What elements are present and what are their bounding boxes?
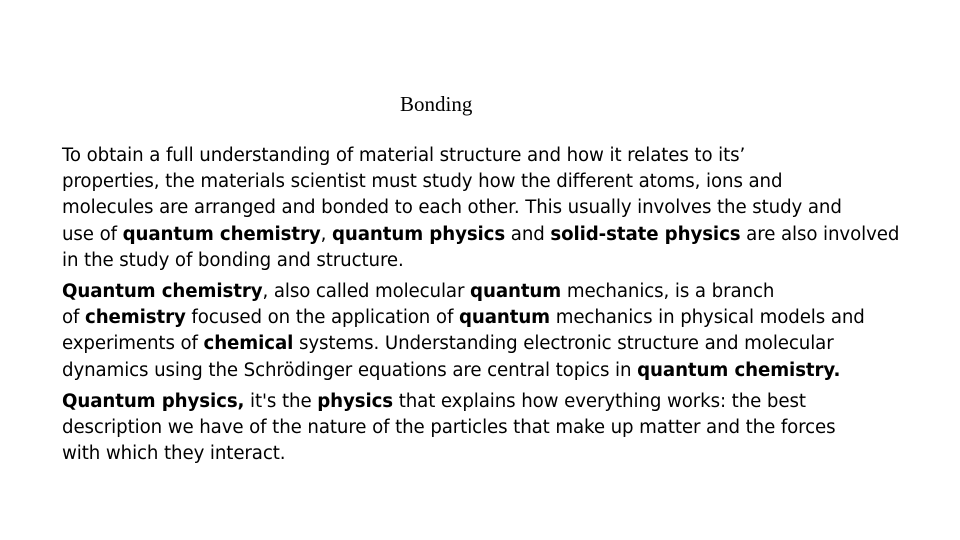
slide-body xyxy=(62,143,922,467)
text-run: molecules are arranged and bonded to each other. This usually involves the study and xyxy=(62,197,842,219)
text-run: systems. Understanding electronic structure and molecular xyxy=(293,333,834,355)
text-run: that explains how everything works: the best xyxy=(393,390,806,412)
text-run: mechanics in physical models and xyxy=(550,307,865,329)
text-run: mechanics, is a branch xyxy=(561,281,775,303)
bold-text-run: quantum xyxy=(470,281,562,303)
bold-text-run: chemical xyxy=(203,333,294,355)
text-run: focused on the application of xyxy=(185,307,459,329)
bold-text-run: physics xyxy=(317,390,394,412)
text-run: description we have of the nature of the particles that make up matter and the forces xyxy=(62,417,836,439)
text-line xyxy=(62,415,922,441)
text-line xyxy=(62,305,922,331)
bold-text-run: quantum chemistry xyxy=(122,223,321,245)
paragraph-1 xyxy=(62,143,922,274)
text-run: experiments of xyxy=(62,333,204,355)
bold-text-run: quantum physics xyxy=(331,223,506,245)
text-run: with which they interact. xyxy=(62,443,286,465)
text-run: dynamics using the Schrödinger equations are central topics in xyxy=(62,359,638,381)
paragraph-2 xyxy=(62,279,922,384)
text-line xyxy=(62,358,922,384)
text-run: and xyxy=(505,223,551,245)
bold-text-run: Quantum chemistry xyxy=(62,281,263,303)
text-line xyxy=(62,222,922,248)
text-line xyxy=(62,143,922,169)
text-line xyxy=(62,389,922,415)
text-line xyxy=(62,195,922,221)
text-line xyxy=(62,169,922,195)
text-run: in the study of bonding and structure. xyxy=(62,249,404,271)
text-run: use of xyxy=(62,223,123,245)
text-line xyxy=(62,441,922,467)
text-run: , also called molecular xyxy=(262,281,471,303)
slide-title: Bonding xyxy=(400,92,473,116)
bold-text-run: solid-state physics xyxy=(550,223,741,245)
text-line xyxy=(62,331,922,357)
text-run: of xyxy=(62,307,86,329)
bold-text-run: quantum chemistry. xyxy=(637,359,841,381)
text-run: To obtain a full understanding of material structure and how it relates to its’ xyxy=(62,145,746,166)
text-line xyxy=(62,248,922,274)
paragraph-3 xyxy=(62,389,922,468)
text-run: properties, the materials scientist must study how the different atoms, ions and xyxy=(62,171,783,193)
text-run: are also involved xyxy=(740,223,900,245)
bold-text-run: chemistry xyxy=(85,307,186,329)
text-run: , xyxy=(320,223,332,245)
bold-text-run: Quantum physics, xyxy=(62,390,245,412)
text-line xyxy=(62,279,922,305)
text-run: it's the xyxy=(244,390,318,412)
bold-text-run: quantum xyxy=(458,307,551,329)
